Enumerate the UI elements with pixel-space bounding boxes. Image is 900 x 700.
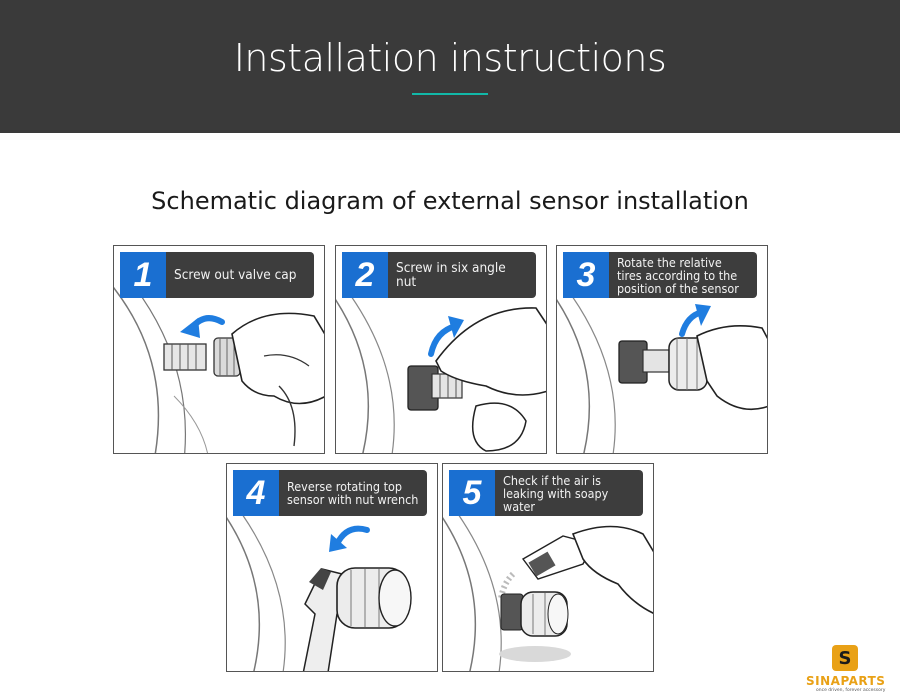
step-2-number: 2 bbox=[342, 252, 388, 298]
brand-logo bbox=[800, 645, 892, 695]
step-4-label: Reverse rotating top sensor with nut wrench bbox=[279, 470, 427, 516]
logo-name: SINAPARTS bbox=[806, 674, 886, 688]
title-underline bbox=[412, 93, 488, 95]
step-5-header bbox=[449, 470, 643, 516]
step-5-number: 5 bbox=[449, 470, 495, 516]
step-3-number: 3 bbox=[563, 252, 609, 298]
step-1-header bbox=[120, 252, 314, 298]
page-title: Installation instructions bbox=[233, 36, 667, 80]
step-4-header bbox=[233, 470, 427, 516]
step-2-header bbox=[342, 252, 536, 298]
step-panel-1 bbox=[113, 245, 325, 454]
step-4-number: 4 bbox=[233, 470, 279, 516]
step-panel-2 bbox=[335, 245, 547, 454]
logo-tagline: once driven, forever accessory bbox=[816, 688, 886, 693]
step-1-number: 1 bbox=[120, 252, 166, 298]
header-banner bbox=[0, 0, 900, 133]
step-panel-4 bbox=[226, 463, 438, 672]
step-panel-5 bbox=[442, 463, 654, 672]
step-1-label: Screw out valve cap bbox=[166, 252, 314, 298]
logo-badge-letter: S bbox=[838, 647, 852, 669]
diagram-subtitle: Schematic diagram of external sensor installation bbox=[151, 187, 749, 215]
step-3-header bbox=[563, 252, 757, 298]
logo-badge-icon bbox=[832, 645, 858, 671]
step-5-label: Check if the air is leaking with soapy water bbox=[495, 470, 643, 516]
step-3-label: Rotate the relative tires according to the position of the sensor bbox=[609, 252, 757, 298]
step-panel-3 bbox=[556, 245, 768, 454]
step-2-label: Screw in six angle nut bbox=[388, 252, 536, 298]
